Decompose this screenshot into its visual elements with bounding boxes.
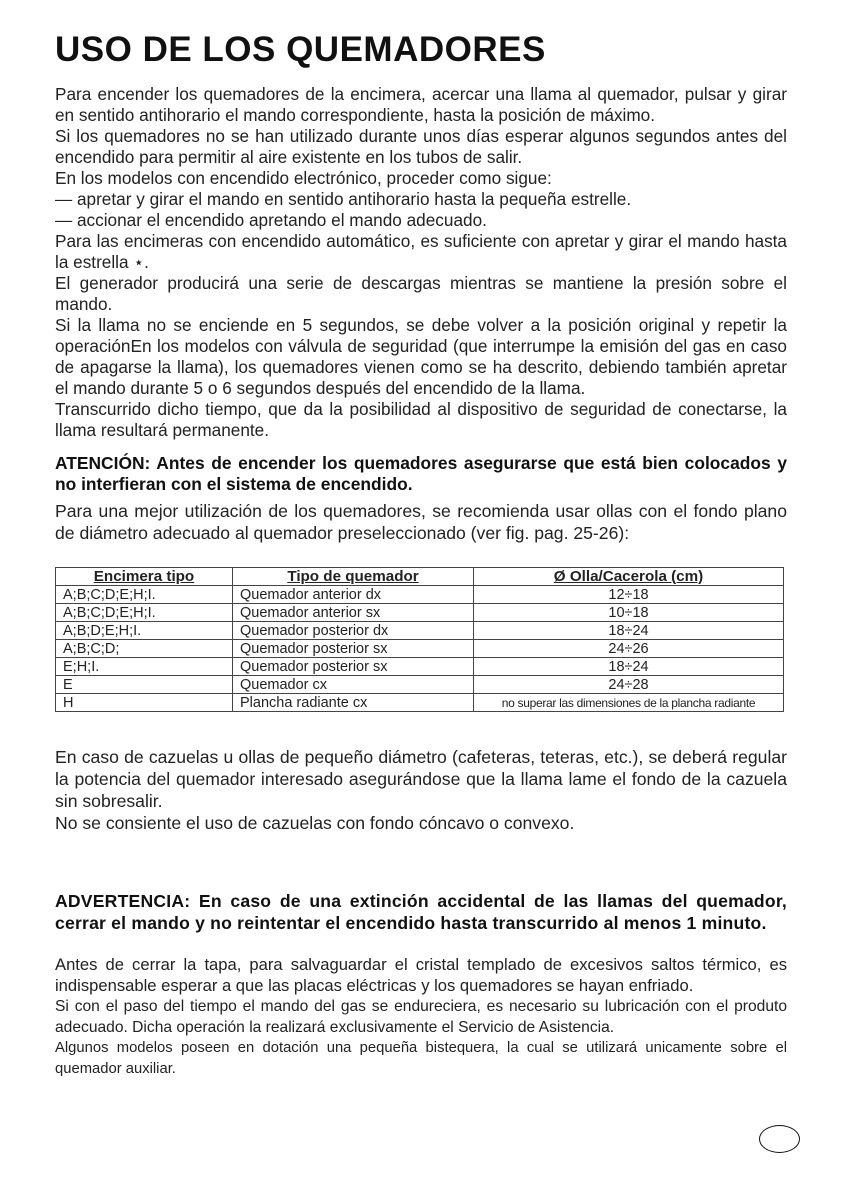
cell-cooktop-type: A;B;C;D;E;H;I.: [56, 586, 233, 604]
paragraph-concave-convex: No se consiente el uso de cazuelas con fondo cóncavo o convexo.: [55, 813, 575, 833]
cell-pot-diameter: 18÷24: [474, 622, 784, 640]
cell-cooktop-type: E: [56, 676, 233, 694]
paragraph-automatic-ignition: Para las encimeras con encendido automático, es suficiente con apretar y girar el mando hasta la estrella ⋆.: [55, 231, 787, 272]
burner-table: [55, 567, 784, 712]
cell-pot-diameter: 18÷24: [474, 658, 784, 676]
cell-pot-diameter: 12÷18: [474, 586, 784, 604]
cell-burner-type: Quemador anterior sx: [233, 604, 474, 622]
table-row: [56, 586, 784, 604]
table-row: [56, 604, 784, 622]
paragraph-permanent-flame: Transcurrido dicho tiempo, que da la posibilidad al dispositivo de seguridad de conectarse, la llama resultará permanente.: [55, 399, 787, 440]
paragraph-electronic-ignition: En los modelos con encendido electrónico, proceder como sigue:: [55, 168, 552, 188]
header-pot-diameter: Ø Olla/Cacerola (cm): [474, 568, 784, 586]
step-activate-ignition: — accionar el encendido apretando el mando adecuado.: [55, 210, 487, 230]
table-row: [56, 676, 784, 694]
paragraph-lid: Antes de cerrar la tapa, para salvaguardar el cristal templado de excesivos saltos térmico, es indispensable esperar a que las placas eléctricas y los quemadores se hayan enfriado.: [55, 955, 787, 995]
recommendation-paragraph: Para una mejor utilización de los quemadores, se recomienda usar ollas con el fondo plano de diámetro adecuado al quemador preseleccionado (ver fig. pag. 25-26):: [55, 501, 787, 543]
table-row: [56, 640, 784, 658]
cell-burner-type: Quemador anterior dx: [233, 586, 474, 604]
warning-notice: ADVERTENCIA: En caso de una extinción accidental de las llamas del quemador, cerrar el mando y no reintentar el encendido hasta transcurrido al menos 1 minuto.: [55, 891, 787, 933]
cell-cooktop-type: H: [56, 694, 233, 712]
table-header-row: [56, 568, 784, 586]
language-marker-circle: [759, 1125, 800, 1153]
paragraph-safety-valve: Si la llama no se enciende en 5 segundos, se debe volver a la posición original y repetir la operaciónEn los modelos con válvula de seguridad (que interrumpe la emisión del gas en caso de apagarse la llama), los quemadores vienen como se ha descrito, debiendo también apretar el mando durante 5 o 6 segundos después del encendido de la llama.: [55, 315, 787, 398]
cell-burner-type: Quemador posterior dx: [233, 622, 474, 640]
header-burner-type: Tipo de quemador: [233, 568, 474, 586]
cell-cooktop-type: A;B;C;D;E;H;I.: [56, 604, 233, 622]
paragraph-small-pots: En caso de cazuelas u ollas de pequeño diámetro (cafeteras, teteras, etc.), se deberá regular la potencia del quemador interesado asegurándose que la llama lame el fondo de la cazuela sin sobresalir.: [55, 747, 787, 811]
page-title: USO DE LOS QUEMADORES: [55, 30, 546, 69]
cell-burner-type: Quemador posterior sx: [233, 640, 474, 658]
cell-cooktop-type: E;H;I.: [56, 658, 233, 676]
cell-pot-diameter: no superar las dimensiones de la plancha radiante: [474, 694, 784, 712]
paragraph-lubrication: Si con el paso del tiempo el mando del gas se endureciera, es necesario su lubricación con el produto adecuado. Dicha operación la realizará exclusivamente el Servicio de Asistencia.: [55, 998, 787, 1036]
table-row: [56, 658, 784, 676]
small-pots-section: [55, 746, 787, 834]
cell-pot-diameter: 24÷28: [474, 676, 784, 694]
paragraph-lighting: Para encender los quemadores de la encimera, acercar una llama al quemador, pulsar y girar en sentido antihorario el mando correspondiente, hasta la posición de máximo.: [55, 84, 787, 125]
paragraph-griddle: Algunos modelos poseen en dotación una pequeña bistequera, la cual se utilizará unicamente sobre el quemador auxiliar.: [55, 1040, 787, 1077]
header-cooktop-type: Encimera tipo: [56, 568, 233, 586]
paragraph-generator: El generador producirá una serie de descargas mientras se mantiene la presión sobre el mando.: [55, 273, 787, 314]
cell-cooktop-type: A;B;C;D;: [56, 640, 233, 658]
cell-burner-type: Quemador posterior sx: [233, 658, 474, 676]
step-press-turn: — apretar y girar el mando en sentido antihorario hasta la pequeña estrelle.: [55, 189, 632, 209]
table-row: [56, 694, 784, 712]
intro-section: [55, 84, 787, 441]
cell-pot-diameter: 10÷18: [474, 604, 784, 622]
attention-notice: ATENCIÓN: Antes de encender los quemadores asegurarse que está bien colocados y no interfieran con el sistema de encendido.: [55, 453, 787, 494]
paragraph-air-purge: Si los quemadores no se han utilizado durante unos días esperar algunos segundos antes del encendido para permitir al aire existente en los tubos de salir.: [55, 126, 787, 167]
cell-burner-type: Plancha radiante cx: [233, 694, 474, 712]
closing-section: [55, 954, 787, 1080]
cell-burner-type: Quemador cx: [233, 676, 474, 694]
cell-pot-diameter: 24÷26: [474, 640, 784, 658]
cell-cooktop-type: A;B;D;E;H;I.: [56, 622, 233, 640]
table-row: [56, 622, 784, 640]
